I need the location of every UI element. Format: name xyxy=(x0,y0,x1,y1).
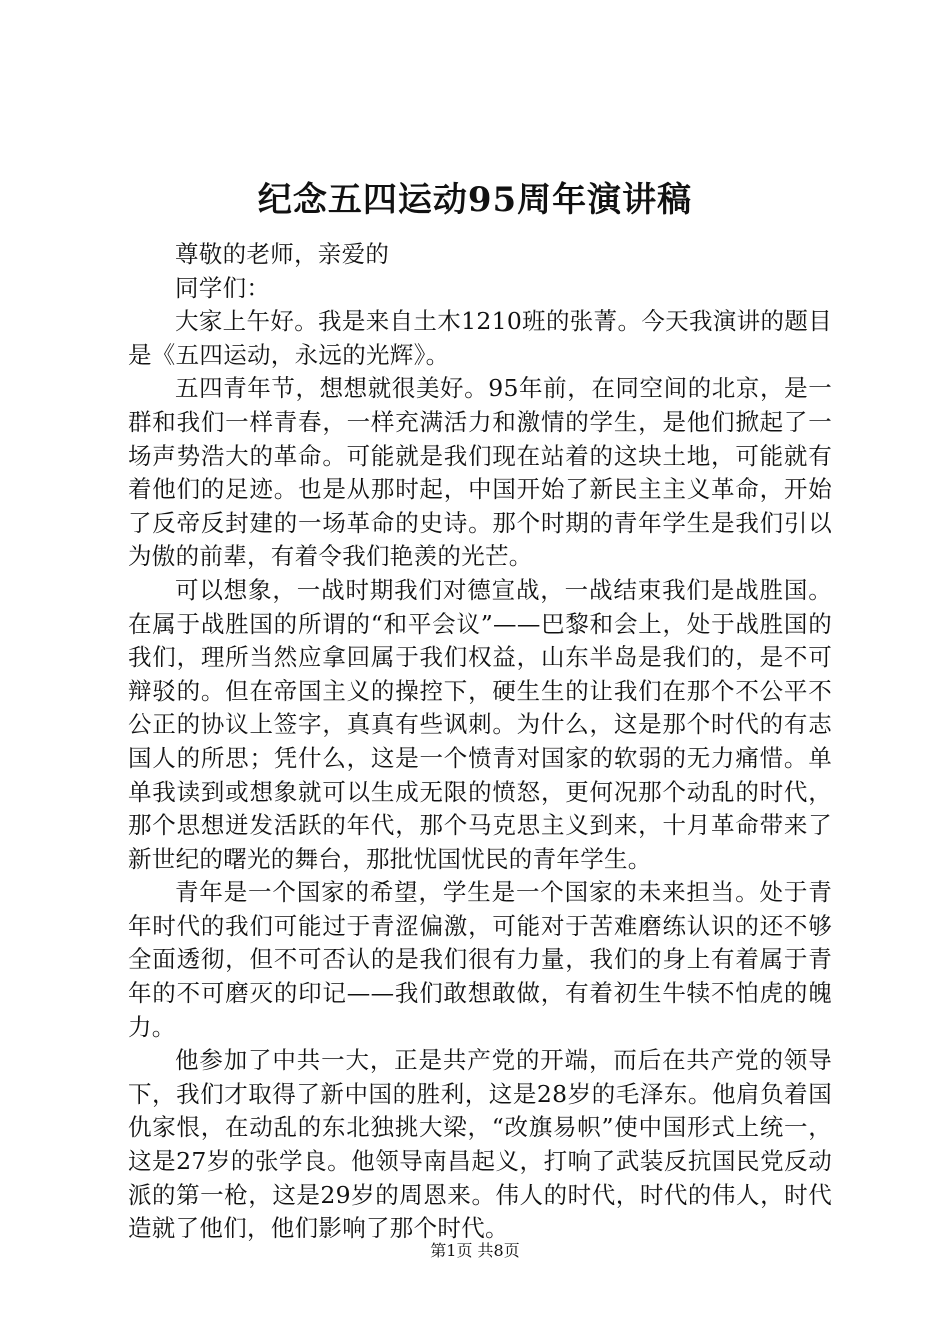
paragraph-youth-hope: 青年是一个国家的希望，学生是一个国家的未来担当。处于青年时代的我们可能过于青涩偏激，可能对于苦难磨练认识的还不够全面透彻，但不可否认的是我们很有力量，我们的身上有着属于青年的不可磨灭的印记——我们敢想敢做，有着初生牛犊不怕虎的魄力。 xyxy=(128,878,832,1041)
salutation-line-2: 同学们： xyxy=(175,273,271,302)
document-title: 纪念五四运动95周年演讲稿 xyxy=(257,180,693,220)
paragraph-great-figures: 他参加了中共一大，正是共产党的开端，而后在共产党的领导下，我们才取得了新中国的胜利，这是28岁的毛泽东。他肩负着国仇家恨，在动乱的东北独挑大梁，“改旗易帜”使中国形式上统一，这是27岁的张学良。他领导南昌起义，打响了武装反抗国民党反动派的第一枪，这是29岁的周恩来。伟人的时代，时代的伟人，时代造就了他们，他们影响了那个时代。 xyxy=(128,1046,832,1243)
page-number-footer: 第1页 共8页 xyxy=(430,1241,520,1260)
paragraph-intro: 大家上午好。我是来自土木1210班的张菁。今天我演讲的题目是《五四运动，永远的光辉》。 xyxy=(128,307,832,369)
salutation-line-1: 尊敬的老师，亲爱的 xyxy=(175,240,390,268)
paragraph-youth-day: 五四青年节，想想就很美好。95年前，在同空间的北京，是一群和我们一样青春，一样充满活力和激情的学生，是他们掀起了一场声势浩大的革命。可能就是我们现在站着的这块土地，可能就有着他们的足迹。也是从那时起，中国开始了新民主主义革命，开始了反帝反封建的一场革命的史诗。那个时期的青年学生是我们引以为傲的前辈，有着令我们艳羡的光芒。 xyxy=(128,374,832,571)
document-body xyxy=(128,238,832,1246)
paragraph-history: 可以想象，一战时期我们对德宣战，一战结束我们是战胜国。在属于战胜国的所谓的“和平会议”——巴黎和会上，处于战胜国的我们，理所当然应拿回属于我们权益，山东半岛是我们的，是不可辩驳的。但在帝国主义的操控下，硬生生的让我们在那个不公平不公正的协议上签字，真真有些讽刺。为什么，这是那个时代的有志国人的所思；凭什么，这是一个愤青对国家的软弱的无力痛惜。单单我读到或想象就可以生成无限的愤怒，更何况那个动乱的时代，那个思想迸发活跃的年代，那个马克思主义到来，十月革命带来了新世纪的曙光的舞台，那批忧国忧民的青年学生。 xyxy=(128,575,832,873)
